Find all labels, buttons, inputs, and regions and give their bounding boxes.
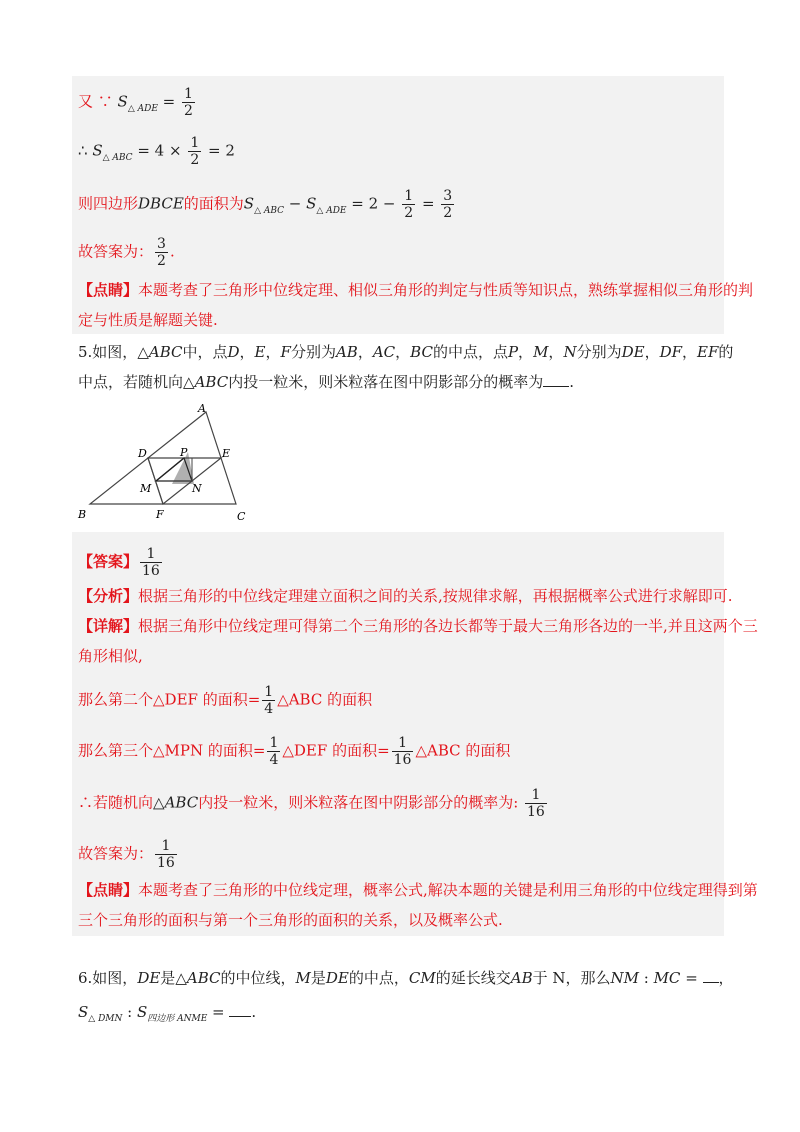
detail-line-5: ∴若随机向△ABC内投一粒米，则米粒落在图中阴影部分的概率为: $\frac{1}{16}$ [78, 787, 545, 820]
line-2: ∴ $S_{\triangle ABC} = 4$ × $\frac{1}{2}$ = 2 [78, 135, 235, 168]
detail-line-1: 【详解】根据三角形中位线定理可得第二个三角形的各边长都等于最大三角形各边的一半,并且这两个三 [78, 617, 758, 635]
fraction: $\frac{1}{2}$ [184, 86, 193, 119]
question-5-line-1: 5.如图，△ABC中，点D，E，F分别为AB，AC，BC的中点，点P，M，N分别为DE，DF，EF的 [78, 343, 734, 361]
answer-blank-2[interactable] [229, 1002, 251, 1017]
label-p: P [180, 446, 188, 459]
line-4: 故答案为： $\frac{3}{2}$ . [78, 236, 175, 269]
answer-line: 【答案】 $\frac{1}{16}$ [78, 546, 160, 579]
detail-line-3: 那么第二个△DEF 的面积= $\frac{1}{4}$ △ABC 的面积 [78, 684, 373, 717]
label-b: B [78, 508, 87, 521]
fraction: $\frac{3}{2}$ [443, 188, 453, 221]
question-5-line-2: 中点，若随机向△ABC内投一粒米，则米粒落在图中阴影部分的概率为 . [78, 373, 574, 391]
fraction: $\frac{1}{16}$ [393, 735, 412, 768]
label-n: N [192, 482, 202, 495]
fraction: $\frac{1}{4}$ [269, 735, 279, 768]
line-1: 又 ∵ $S_{\triangle ADE}$ = $\frac{1}{2}$ [78, 86, 193, 119]
label-c: C [237, 510, 246, 523]
detail-line-2: 角形相似, [78, 647, 143, 665]
answer-blank[interactable] [543, 372, 569, 387]
label-m: M [140, 482, 152, 495]
fraction: $\frac{1}{16}$ [527, 787, 545, 820]
question-6-line-2: $S_{\triangle DMN}$ : $S_{四边形 ANME}$ = . [78, 1003, 257, 1024]
fraction: $\frac{1}{16}$ [157, 838, 175, 871]
label-f: F [156, 508, 164, 521]
line-6: 定与性质是解题关键. [78, 311, 218, 329]
fraction: $\frac{1}{16}$ [142, 546, 160, 579]
detail-line-6: 故答案为： $\frac{1}{16}$ [78, 838, 175, 871]
fraction: $\frac{1}{2}$ [190, 135, 200, 168]
triangle-figure [74, 400, 254, 530]
detail-line-4: 那么第三个△MPN 的面积= $\frac{1}{4}$ △DEF 的面积= $\frac{1}{16}$ △ABC 的面积 [78, 735, 511, 768]
fraction: $\frac{1}{2}$ [404, 188, 414, 221]
comment-line-2: 三个三角形的面积与第一个三角形的面积的关系，以及概率公式. [78, 911, 503, 929]
label-d: D [138, 447, 147, 460]
line-5: 【点睛】本题考查了三角形中位线定理、相似三角形的判定与性质等知识点，熟练掌握相似三角形的判 [78, 281, 754, 299]
analysis-line: 【分析】根据三角形的中位线定理建立面积之间的关系,按规律求解，再根据概率公式进行求解即可. [78, 587, 733, 605]
comment-line-1: 【点睛】本题考查了三角形的中位线定理，概率公式,解决本题的关键是利用三角形的中位线定理得到第 [78, 881, 758, 899]
label-e: E [222, 447, 231, 460]
fraction: $\frac{1}{4}$ [264, 684, 274, 717]
question-6-line-1: 6.如图，DE是△ABC的中位线，M是DE的中点，CM的延长线交AB于 N，那么NM : MC = ， [78, 969, 734, 987]
line-3: 则四边形DBCE的面积为$S_{\triangle ABC} - S_{\triangle ADE} = 2$ − $\frac{1}{2}$ = $\frac{3}{2}$ [78, 188, 453, 221]
label-a: A [198, 402, 206, 415]
fraction: $\frac{3}{2}$ [157, 236, 166, 269]
answer-blank-1[interactable] [703, 968, 719, 983]
